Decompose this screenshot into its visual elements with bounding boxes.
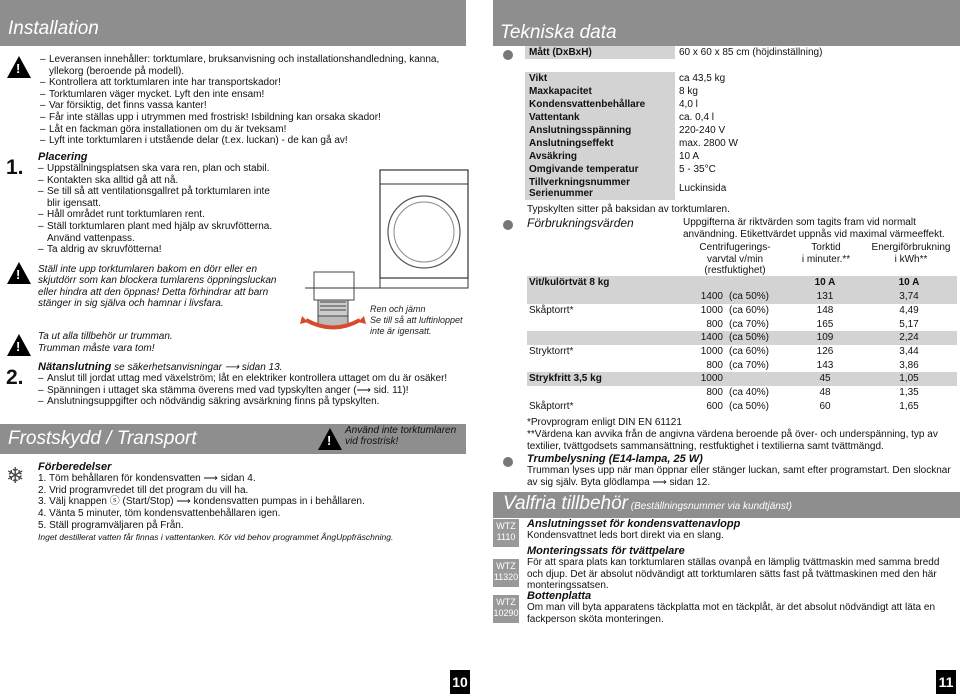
spec-key: Mått (DxBxH) [525,46,675,59]
cell: 10 A [898,277,920,289]
preparation-list [38,473,468,532]
row-label: Vit/kulörtvät 8 kg [529,277,610,289]
spec-key: Avsäkring [525,150,675,163]
footnote: **Värdena kan avvika från de angivna värdena beroende på över- och underspänning, typ av textilier, tvättgodsets sammansättning, restfuktighet i textilierna samt tvättmängd. [527,429,938,452]
list-item: – Håll området runt torktumlaren rent. [38,209,283,221]
cell: 800 [706,318,723,330]
cell [527,317,685,331]
list-item: – Anslutningsuppgifter och nödvändig säkring avsärkning finns på typskylten. [38,396,463,408]
page-number: 11 [936,670,956,694]
cell: 143 [816,359,834,371]
spec-value: ca 43,5 kg [679,73,726,84]
cell: 60 [819,400,831,412]
spec-value: max. 2800 W [679,138,738,149]
cell: 1000 [700,346,723,358]
cell: (ca 60%) [729,305,770,317]
spec-key: Anslutningsspänning [525,124,675,137]
cell: 5,17 [899,318,919,330]
cell: 1400 [700,291,723,303]
consumption-table [527,276,957,290]
spec-value: 8 kg [679,86,698,97]
cell: 2,24 [899,332,919,344]
note: Inget destillerat vatten får finnas i vattentanken. Kör vid behov programmet ÅngUppfräschning. [38,532,394,542]
warning-icon: ! [7,56,31,78]
cell [723,372,789,386]
step-number: 1. [6,156,24,179]
cell: (ca 50%) [729,332,770,344]
cell: 800 [706,359,723,371]
list-item: – Låt en fackman göra installationen om du är tveksam! [40,124,460,136]
cell: (ca 60%) [729,346,770,358]
table-row [527,331,957,345]
list-item: – Uppställningsplatsen ska vara ren, plan och stabil. [38,163,283,175]
cell: Skåptorrt* [529,305,574,317]
column-header: Energiförbrukning i kWh** [871,242,951,265]
column-header: Centrifugerings- varvtal v/min (restfuktighet) [699,242,771,276]
table-row [527,304,957,318]
accessory-title: Bottenplatta [527,590,592,602]
section-title: Placering [38,151,88,163]
cell: 1000 [700,373,723,385]
page-title: Installation [0,0,466,46]
accessories-title: Valfria tillbehör [503,493,628,514]
cell: 148 [816,305,834,317]
cell: 48 [819,387,831,399]
table-row [527,345,957,359]
warning-text: Använd inte torktumlaren vid frostrisk! [345,425,457,447]
cell [527,358,685,372]
cell: 3,74 [899,291,919,303]
section-header: Frostskydd / Transport [0,424,466,454]
placement-list [38,163,283,256]
accessory-title: Monteringssats för tvättpelare [527,545,685,557]
accessories-subtitle: (Beställningsnummer via kundtjänst) [630,501,792,512]
cell: Stryktorrt* [529,346,574,358]
table-row [527,386,957,400]
page-title: Tekniska data [493,0,960,46]
list-item: 2. Vrid programvredet till det program du vill ha. [38,484,249,496]
accessory-title: Anslutningsset för kondensvattenavlopp [527,518,741,530]
column-header: Torktid i minuter.** [801,242,851,265]
spec-value: 60 x 60 x 85 cm (höjdinställning) [679,47,823,58]
table-row [527,358,957,372]
cell: 3,86 [899,359,919,371]
section-title: Trumbelysning (E14-lampa, 25 W) [527,453,703,465]
lamp-text: Trumman lyses upp när man öppnar eller stänger luckan, samt efter programstart. Den slocknar av sig själv. Byta glödlampa ⟶ sidan 12. [527,465,951,488]
table-row [527,400,957,414]
cell: 165 [816,318,834,330]
cell: 109 [816,332,834,344]
section-title: Nätanslutning [38,361,112,373]
cell: 1000 [700,305,723,317]
wtz-badge: WTZ 1110 [493,519,519,547]
spec-key: Maxkapacitet [525,85,675,98]
cell [527,331,685,345]
accessory-text: Om man vill byta apparatens täckplatta mot en täckplåt, är det absolut nödvändigt att läta en fackperson sköta monteringen. [527,602,936,625]
wtz-badge: WTZ 11320 [493,559,519,587]
spec-value: Luckinsida [679,182,727,194]
cell [527,290,685,304]
spec-value: 10 A [679,151,700,162]
spec-table [525,46,955,200]
snowflake-icon: ❄ [6,463,25,488]
consumption-rows [527,290,957,413]
spec-key: Omgivande temperatur [525,163,675,176]
warning-text: Ta ut alla tillbehör ur trumman. Trumman måste vara tom! [38,331,173,354]
bullet-icon [503,50,513,60]
list-item: – Ta aldrig av skruvfötterna! [38,244,283,256]
spec-key: Anslutningseffekt [525,137,675,150]
warning-text: Ställ inte upp torktumlaren bakom en dörr eller en skjutdörr som kan blockera tumlarens öppningsluckan eller hindra att den öppnas! Detta förhindrar att barn stänger in sig själva och hamnar i livsfara. [38,264,277,309]
cell: 1400 [700,332,723,344]
cell: (ca 50%) [729,400,770,412]
spec-value: 4,0 l [679,99,698,110]
spec-key: Kondensvattenbehållare [525,98,675,111]
accessory-text: Kondensvattnet leds bort direkt via en slang. [527,530,724,541]
table-row [527,317,957,331]
cell [527,386,685,400]
list-item: – Ställ torktumlaren plant med hjälp av skruvfötterna. Använd vattenpass. [38,221,283,244]
bullet-icon [503,457,513,467]
warning-icon: ! [7,334,31,356]
cell: Skåptorrt* [529,400,574,412]
bullet-icon [503,220,513,230]
cell: 45 [819,373,831,385]
cell: 4,49 [899,305,919,317]
power-list [38,373,463,408]
list-item: – Anslut till jordat uttag med växelström; låt en elektriker kontrollera uttaget om du är osäker! [38,373,463,385]
cell: 126 [816,346,834,358]
spec-value: 220-240 V [679,125,726,136]
section-subtitle: se säkerhetsanvisningar ⟶ sidan 13. [114,362,283,373]
cell: 3,44 [899,346,919,358]
list-item: – Kontrollera att torktumlaren inte har transportskador! [40,77,460,89]
section-title: Förberedelser [38,461,112,473]
cell: 10 A [814,277,836,289]
section-header [493,492,960,518]
list-item: 1. Töm behållaren för kondensvatten ⟶ sidan 4. [38,473,256,484]
cell: 600 [706,400,723,412]
section-title: Förbrukningsvärden [527,216,634,230]
consumption-desc: Uppgifterna är riktvärden som tagits fram vid normalt användning. Etikettvärdet uppnås vid maximal värmeeffekt. [683,217,945,240]
cell: (ca 40%) [729,387,770,399]
wtz-badge: WTZ 10290 [493,595,519,623]
spec-value: 5 - 35°C [679,164,716,175]
cell: 131 [816,291,834,303]
list-item: – Får inte ställas upp i utrymmen med frostrisk! Isbildning kan orsaka skador! [40,112,460,124]
cell: (ca 50%) [729,291,770,303]
list-item: – Torktumlaren väger mycket. Lyft den inte ensam! [40,89,460,101]
table-row [527,372,957,386]
cell: 1,65 [899,400,919,412]
intro-list [40,54,460,147]
warning-icon: ! [7,262,31,284]
list-item: – Lyft inte torktumlaren i utstående delar (t.ex. luckan) - de kan gå av! [40,135,460,147]
list-item: – Leveransen innehåller: torktumlare, bruksanvisning och installationshandledning, kanna, yllekorg (beroende på modell). [40,54,460,77]
list-item: 4. Vänta 5 minuter, töm kondensvattenbehållaren igen. [38,508,281,520]
list-item: 3. Välj knappen ⓢ (Start/Stop) ⟶ kondensvatten pumpas in i behållaren. [38,496,365,508]
cell: 800 [706,387,723,399]
cell: 1,35 [899,387,919,399]
spec-value: ca. 0,4 l [679,112,715,123]
cell: (ca 70%) [729,318,770,330]
spec-key: Tillverkningsnummer Serienummer [525,176,675,200]
page-number: 10 [450,670,470,694]
cell: 1,05 [899,373,919,385]
warning-icon: ! [318,428,342,450]
footnote: *Provprogram enligt DIN EN 61121 [527,417,682,428]
table-row [527,290,957,304]
step-number: 2. [6,366,24,389]
spec-key: Vattentank [525,111,675,124]
table-row [527,276,957,290]
list-item: – Se till så att ventilationsgallret på torktumlaren inte blir igensatt. [38,186,283,209]
cell: Strykfritt 3,5 kg [529,373,602,385]
list-item: 5. Ställ programväljaren på Från. [38,519,184,531]
cell: (ca 70%) [729,359,770,371]
typeplate-note: Typskylten sitter på baksidan av torktumlaren. [527,204,730,215]
list-item: – Var försiktig, det finns vassa kanter! [40,100,460,112]
spec-key: Vikt [525,72,675,85]
illustration-caption: Ren och jämn Se till så att luftinloppet inte är igensatt. [370,304,463,336]
accessory-text: För att spara plats kan torktumlaren ställas ovanpå en lämplig tvättmaskin med samma bredd och djup. Det är absolut nödvändigt att torktumlaren sätts fast på tvättmaskinen med den här monteringssatsen. [527,557,940,591]
list-item: – Spänningen i uttaget ska stämma överens med vad typskylten anger (⟶ sid. 11)! [38,385,463,397]
list-item: – Kontakten ska alltid gå att nå. [38,175,283,187]
